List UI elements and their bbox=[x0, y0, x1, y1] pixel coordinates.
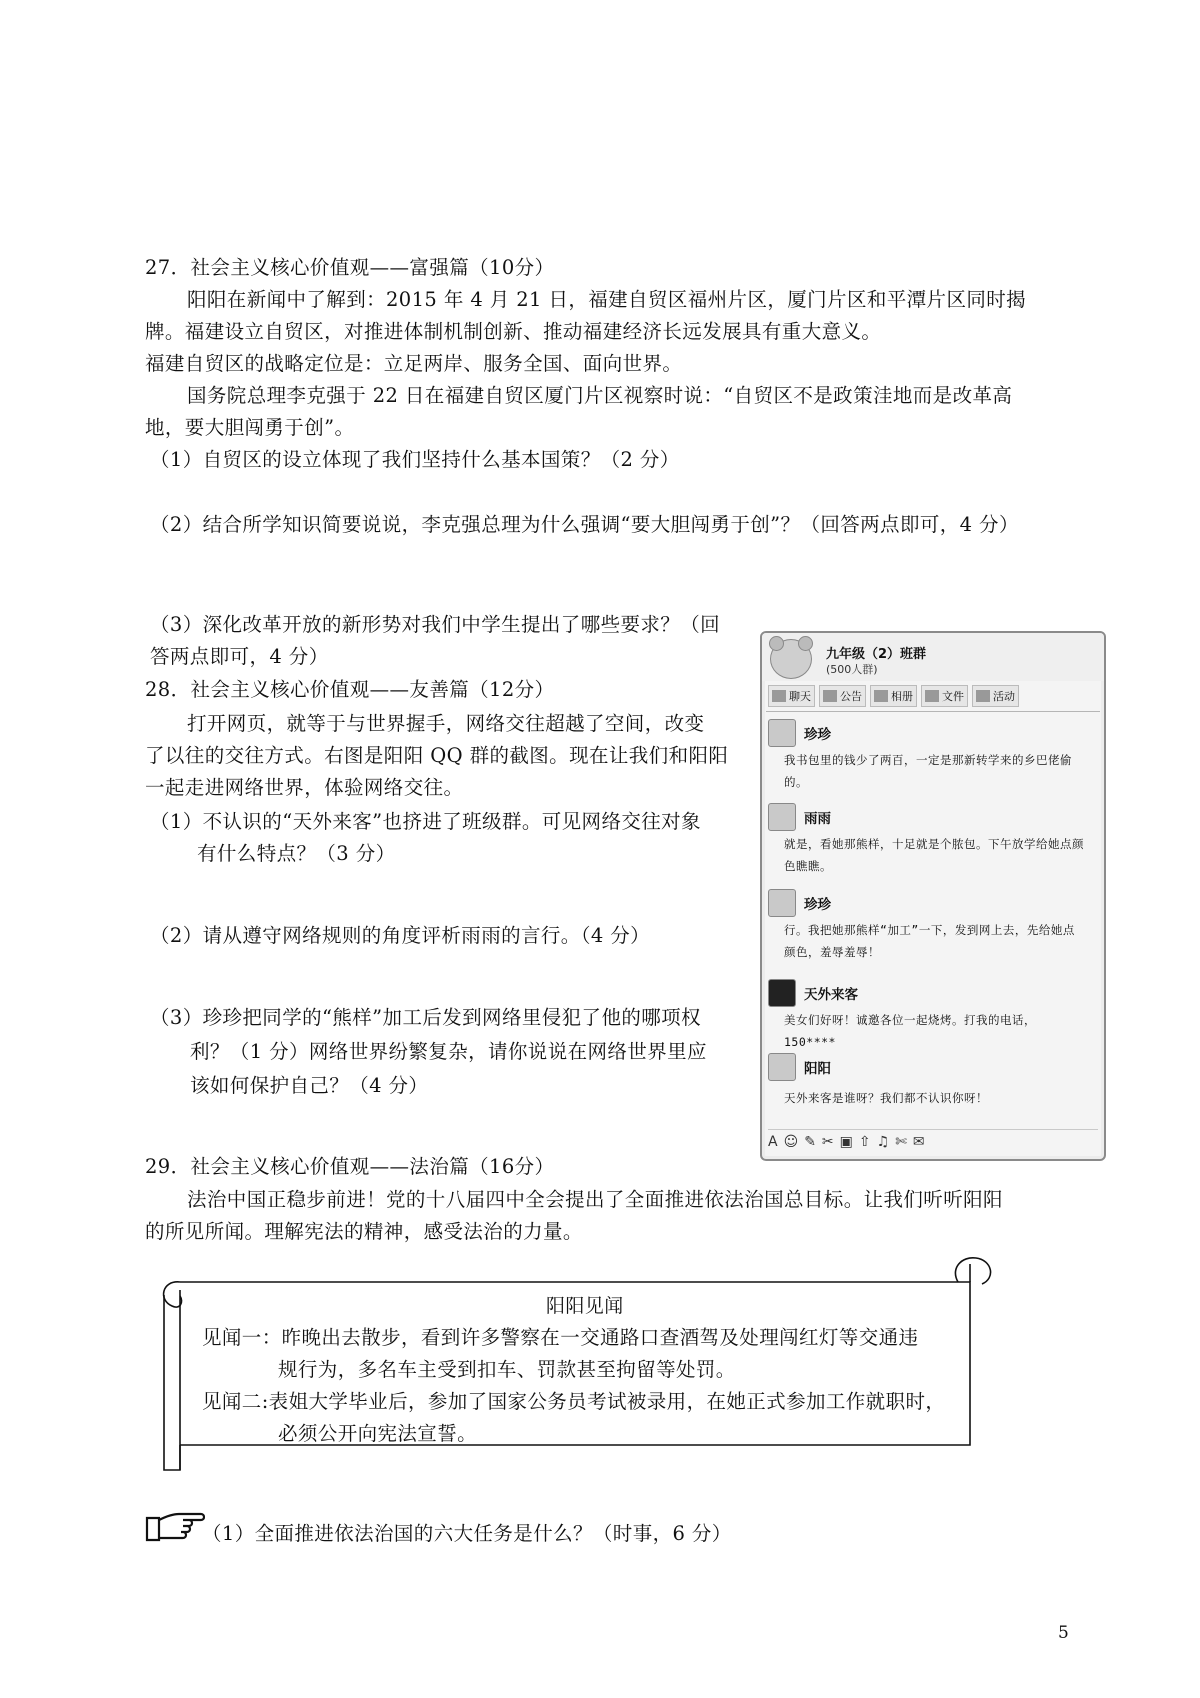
user-avatar-icon bbox=[768, 979, 796, 1007]
q29-para1-line1: 法治中国正稳步前进！党的十八届四中全会提出了全面推进依法治国总目标。让我们听听阳阳 bbox=[187, 1188, 1003, 1211]
q27-title: 27．社会主义核心价值观——富强篇（10分） bbox=[145, 256, 555, 279]
qq-msg4-name: 天外来客 bbox=[804, 987, 858, 1003]
q27-sub3-line1: （3）深化改革开放的新形势对我们中学生提出了哪些要求？（回 bbox=[150, 613, 721, 636]
q27-para1-line2: 牌。福建设立自贸区，对推进体制机制创新、推动福建经济长远发展具有重大意义。 bbox=[145, 320, 882, 343]
user-avatar-icon bbox=[768, 1053, 796, 1081]
scroll-item1-line2: 规行为，多名车主受到扣车、罚款甚至拘留等处罚。 bbox=[278, 1358, 736, 1381]
qq-msg2-name: 雨雨 bbox=[804, 811, 831, 827]
scroll-title: 阳阳见闻 bbox=[546, 1295, 624, 1317]
image-icon: ▣ bbox=[839, 1134, 853, 1150]
folder-icon bbox=[925, 690, 939, 702]
q27-para1-line1: 阳阳在新闻中了解到：2015 年 4 月 21 日，福建自贸区福州片区，厦门片区和平潭片区同时揭 bbox=[187, 288, 1027, 311]
q28-sub3-line3: 该如何保护自己？（4 分） bbox=[190, 1074, 429, 1097]
qq-msg1-text: 我书包里的钱少了两百，一定是那新转学来的乡巴佬偷的。 bbox=[784, 753, 1072, 789]
q28-sub1-line1: （1）不认识的“天外来客”也挤进了班级群。可见网络交往对象 bbox=[150, 810, 701, 833]
message-icon: ✉ bbox=[912, 1134, 925, 1150]
qq-tab-album-label: 相册 bbox=[891, 690, 913, 703]
scissors-icon: ✄ bbox=[895, 1134, 907, 1150]
qq-msg3-name: 珍珍 bbox=[804, 897, 831, 913]
album-icon bbox=[874, 690, 888, 702]
qq-tab-album bbox=[870, 685, 917, 707]
q27-sub1: （1）自贸区的设立体现了我们坚持什么基本国策？（2 分） bbox=[150, 448, 680, 471]
user-avatar-icon bbox=[768, 719, 796, 747]
qq-header bbox=[762, 633, 1104, 681]
gift-icon: ✂ bbox=[821, 1134, 834, 1150]
q28-sub3-line1: （3）珍珍把同学的“熊样”加工后发到网络里侵犯了他的哪项权 bbox=[150, 1006, 701, 1029]
q29-sub1: （1）全面推进依法治国的六大任务是什么？（时事，6 分） bbox=[202, 1522, 732, 1545]
upload-icon: ⇧ bbox=[858, 1134, 871, 1150]
q28-para1-line2: 了以往的交往方式。右图是阳阳 QQ 群的截图。现在让我们和阳阳 bbox=[145, 744, 729, 767]
qq-msg4-text: 美女们好呀！诚邀各位一起烧烤。打我的电话，150**** bbox=[784, 1013, 1036, 1049]
qq-tab-notice-label: 公告 bbox=[840, 690, 862, 703]
q28-para1-line3: 一起走进网络世界，体验网络交往。 bbox=[145, 776, 464, 799]
scroll-item2-line2: 必须公开向宪法宣誓。 bbox=[278, 1422, 478, 1445]
q29-para1-line2: 的所见所闻。理解宪法的精神，感受法治的力量。 bbox=[145, 1220, 583, 1243]
qq-tab-chat-label: 聊天 bbox=[789, 690, 811, 703]
qq-tab-files-label: 文件 bbox=[942, 690, 964, 703]
pen-icon: ✎ bbox=[804, 1134, 816, 1150]
qq-group-screenshot bbox=[760, 631, 1106, 1161]
qq-group-name: 九年级（2）班群 bbox=[826, 647, 927, 662]
q27-para3-line2: 地，要大胆闯勇于创”。 bbox=[145, 416, 355, 439]
emoji-icon: ☺ bbox=[783, 1134, 799, 1150]
user-avatar-icon bbox=[768, 803, 796, 831]
qq-msg5-text: 天外来客是谁呀？我们都不认识你呀！ bbox=[784, 1091, 988, 1105]
page-number: 5 bbox=[1058, 1623, 1069, 1643]
qq-divider bbox=[766, 711, 1100, 712]
q28-title: 28．社会主义核心价值观——友善篇（12分） bbox=[145, 678, 555, 701]
q27-para3-line1: 国务院总理李克强于 22 日在福建自贸区厦门片区视察时说：“自贸区不是政策洼地而是改革高 bbox=[187, 384, 1013, 407]
chat-icon bbox=[772, 690, 786, 702]
q28-sub2: （2）请从遵守网络规则的角度评析雨雨的言行。（4 分） bbox=[150, 924, 651, 947]
scroll-item1-line1: 见闻一：昨晚出去散步，看到许多警察在一交通路口查酒驾及处理闯红灯等交通违 bbox=[202, 1326, 919, 1349]
q27-sub3-line2: 答两点即可，4 分） bbox=[150, 645, 329, 668]
q27-sub2: （2）结合所学知识简要说说，李克强总理为什么强调“要大胆闯勇于创”？（回答两点即可，4 分） bbox=[150, 513, 1019, 536]
qq-tabs bbox=[768, 685, 1098, 707]
q28-sub3-line2: 利？（1 分）网络世界纷繁复杂，请你说说在网络世界里应 bbox=[190, 1040, 707, 1063]
qq-tab-files bbox=[921, 685, 968, 707]
q28-para1-line1: 打开网页，就等于与世界握手，网络交往超越了空间，改变 bbox=[187, 712, 705, 735]
qq-msg5-name: 阳阳 bbox=[804, 1061, 831, 1077]
qq-tab-notice bbox=[819, 685, 866, 707]
hand-pointing-right-icon bbox=[145, 1510, 205, 1548]
qq-tab-chat bbox=[768, 685, 815, 707]
qq-msg2-text: 就是，看她那熊样，十足就是个脓包。下午放学给她点颜色瞧瞧。 bbox=[784, 837, 1084, 873]
scroll-item2-line1: 见闻二:表姐大学毕业后，参加了国家公务员考试被录用，在她正式参加工作就职时， bbox=[202, 1390, 946, 1413]
qq-msg1-name: 珍珍 bbox=[804, 727, 831, 743]
bear-avatar-icon bbox=[770, 639, 812, 679]
scroll-box bbox=[150, 1250, 1000, 1475]
q29-title: 29．社会主义核心价值观——法治篇（16分） bbox=[145, 1155, 555, 1178]
font-icon: A bbox=[768, 1134, 778, 1150]
music-icon: ♫ bbox=[876, 1134, 890, 1150]
qq-msg3-text: 行。我把她那熊样“加工”一下，发到网上去，先给她点颜色，羞辱羞辱！ bbox=[784, 923, 1075, 959]
q28-sub1-line2: 有什么特点？（3 分） bbox=[197, 842, 396, 865]
pennant-icon bbox=[976, 690, 990, 702]
qq-tab-events-label: 活动 bbox=[993, 690, 1015, 703]
qq-toolbar bbox=[768, 1129, 1098, 1154]
qq-group-size: (500人群) bbox=[826, 663, 878, 676]
flag-icon bbox=[823, 690, 837, 702]
qq-tab-events bbox=[972, 685, 1019, 707]
user-avatar-icon bbox=[768, 889, 796, 917]
q27-para2: 福建自贸区的战略定位是：立足两岸、服务全国、面向世界。 bbox=[145, 352, 683, 375]
